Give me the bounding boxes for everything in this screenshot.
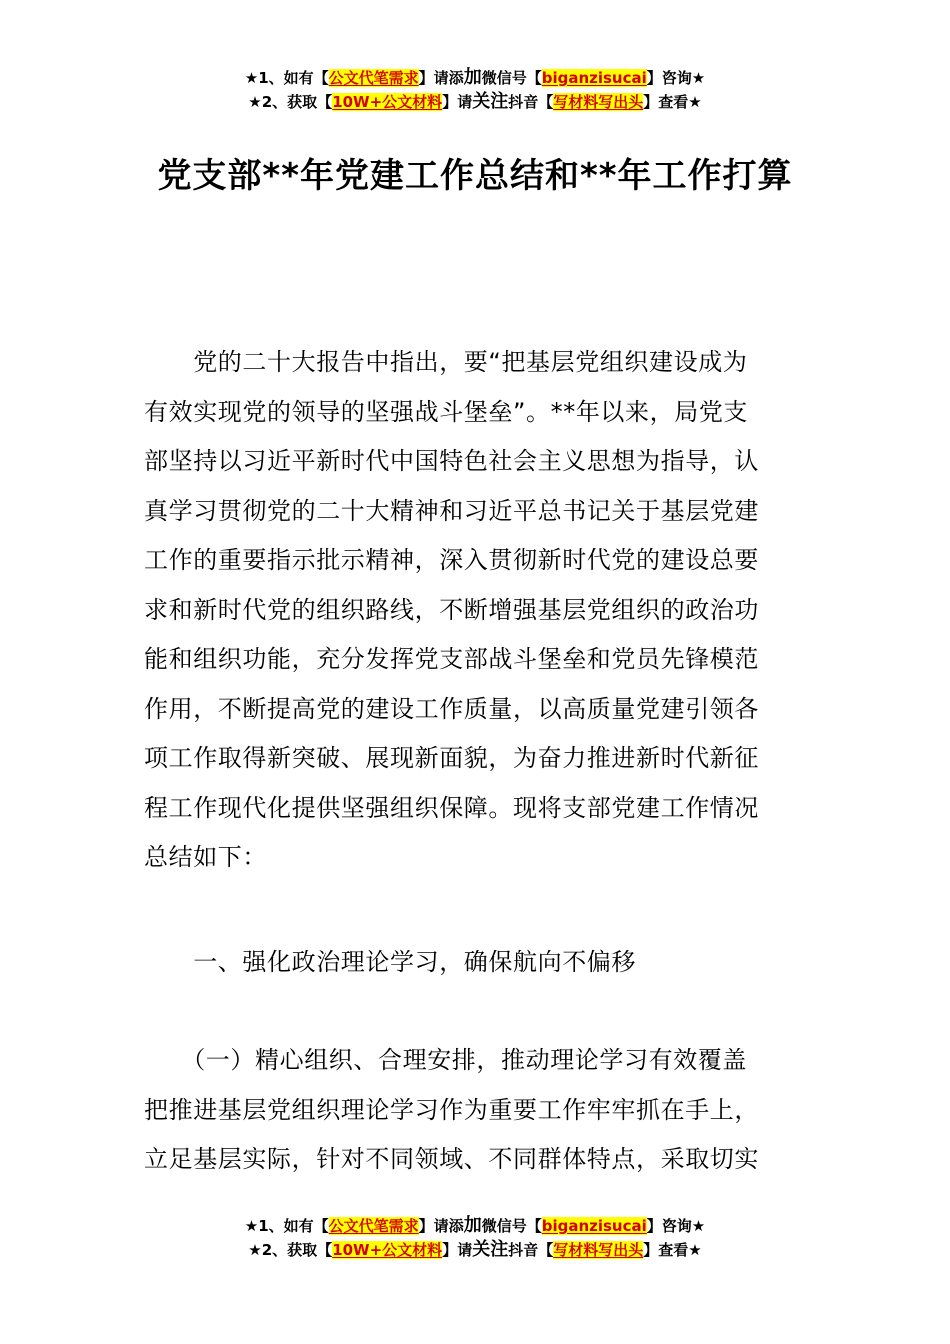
highlight-service: 公文代笔需求 — [328, 69, 419, 87]
banner-line-1: ★1、如有【公文代笔需求】请添加微信号【biganzisucai】咨询★ — [244, 67, 706, 88]
highlight-materials: 10W+公文材料 — [332, 93, 443, 111]
intro-line: 程工作现代化提供坚强组织保障。现将支部党建工作情况 — [144, 793, 759, 822]
intro-line: 党的二十大报告中指出，要“把基层党组织建设成为 — [144, 348, 748, 376]
intro-line: 能和组织功能，充分发挥党支部战斗堡垒和党员先锋模范 — [144, 645, 759, 673]
document-title: 党支部**年党建工作总结和**年工作打算 — [157, 156, 793, 196]
highlight-materials: 10W+公文材料 — [332, 1241, 443, 1259]
section-heading — [144, 938, 808, 988]
banner-line-2: ★2、获取【10W+公文材料】请关注抖音【写材料写出头】查看★ — [248, 91, 702, 112]
intro-line: 真学习贯彻党的二十大精神和习近平总书记关于基层党建 — [144, 496, 759, 525]
subsection-paragraph — [144, 1036, 808, 1185]
subsection-line: 把推进基层党组织理论学习作为重要工作牢牢抓在手上， — [144, 1095, 759, 1124]
intro-line: 工作的重要指示批示精神，深入贯彻新时代党的建设总要 — [144, 546, 759, 574]
highlight-wechat-id: biganzisucai — [541, 69, 647, 87]
intro-paragraph — [144, 338, 808, 883]
intro-line: 项工作取得新突破、展现新面貌，为奋力推进新时代新征 — [144, 744, 759, 772]
intro-line: 有效实现党的领导的坚强战斗堡垒”。**年以来，局党支 — [144, 397, 749, 426]
intro-line: 总结如下： — [144, 843, 267, 871]
intro-line: 作用，不断提高党的建设工作质量，以高质量党建引领各 — [144, 694, 759, 723]
banner-line-1: ★1、如有【公文代笔需求】请添加微信号【biganzisucai】咨询★ — [244, 1215, 706, 1236]
intro-line: 部坚持以习近平新时代中国特色社会主义思想为指导，认 — [144, 447, 759, 475]
highlight-wechat-id: biganzisucai — [541, 1217, 647, 1235]
header-banner — [0, 66, 950, 114]
intro-line: 求和新时代党的组织路线，不断增强基层党组织的政治功 — [144, 595, 759, 624]
highlight-service: 公文代笔需求 — [328, 1217, 419, 1235]
footer-banner — [0, 1214, 950, 1262]
subsection-line: 立足基层实际，针对不同领域、不同群体特点，采取切实 — [144, 1145, 759, 1173]
subsection-line: （一）精心组织、合理安排，推动理论学习有效覆盖 — [144, 1046, 747, 1074]
highlight-douyin-account: 写材料写出头 — [553, 1241, 644, 1259]
banner-line-2: ★2、获取【10W+公文材料】请关注抖音【写材料写出头】查看★ — [248, 1239, 702, 1260]
section-heading-text: 一、强化政治理论学习，确保航向不偏移 — [144, 948, 636, 976]
highlight-douyin-account: 写材料写出头 — [553, 93, 644, 111]
